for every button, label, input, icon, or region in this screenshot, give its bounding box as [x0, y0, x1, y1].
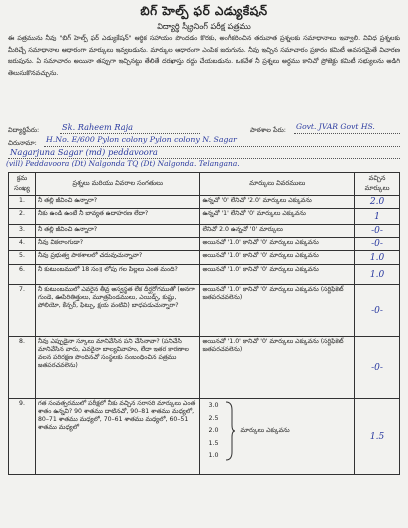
address-line-3[interactable]: (vill) Peddavoora (Dt) Nalgonda TQ (Dt) Nalgonda. Telangana. — [6, 159, 240, 168]
table-row — [9, 238, 400, 251]
row-marks-rule: అయినచో '1.0' కానిచో '0' మార్కులు ఎక్కువను (సర్టిఫికెట్ జతపరచవలెను) — [200, 337, 355, 399]
school-name-line — [294, 133, 400, 134]
row-marks-rule: ఉన్నచో '0' లేనిచో '2.0' మార్కులు ఎక్కువను — [200, 196, 355, 209]
address-line-2[interactable]: Nagarjuna Sagar (md) peddavoora — [10, 147, 158, 157]
row-question: నీ తల్లి జీవించి ఉన్నారా? — [35, 225, 199, 238]
row-score[interactable]: -0- — [371, 239, 383, 249]
row-question: నీకు ఉండి ఉంటే నీ బావ్యత ఉదాహరణ లేదా? — [35, 209, 199, 225]
header-score: వచ్చిన మార్కులు — [355, 173, 400, 196]
curly-brace-icon — [224, 400, 236, 462]
table-row — [9, 251, 400, 265]
row-score[interactable]: 2.0 — [369, 197, 385, 207]
header-question: ప్రశ్నలు మరియు వివరాల సంగతులు — [35, 173, 199, 196]
scale-value: 2.0 — [208, 427, 219, 435]
row-question: నీవు ఎప్పుడైనా స్కూలు మానివేసిన పని చేసినావా? (పనిచేసి మానివేసిన వారు, ఎవరైనా బాల్యవివాహం, లేదా ఇతర కారణాల వలన పరిరక్షణ పొందినచో సంస్థలకు సంబంధించిన పత్రము జతపరచవలెను) — [35, 337, 199, 399]
row-score[interactable]: 1.0 — [369, 252, 385, 263]
student-name-value[interactable]: Sk. Raheem Raja — [62, 122, 133, 132]
table-row — [9, 209, 400, 225]
student-name-label: విద్యార్థిపేరు: — [8, 126, 40, 134]
row-marks-rule-cell — [200, 399, 355, 475]
header-serial: క్రమ సంఖ్య — [9, 173, 36, 196]
form-title: బిగ్ హెల్ప్ ఫర్ ఎడ్యుకేషన్ — [140, 4, 268, 18]
school-name-label: పాఠశాల పేరు: — [250, 126, 286, 134]
row-number: 1. — [9, 196, 36, 209]
row-marks-rule: అయినచో '1.0' కానిచో '0' మార్కులు ఎక్కువను — [200, 251, 355, 265]
row-question: నీవు ప్రభుత్వ పాఠశాలలో చదువుచున్నావా? — [35, 251, 199, 265]
row-marks-rule: ఉన్నచో '1' లేనిచో '0' మార్కులు ఎక్కువను — [200, 209, 355, 225]
scale-value: 1.5 — [208, 439, 219, 447]
student-name-line — [60, 133, 200, 134]
row-question: నీవు వికలాంగుడా? — [35, 238, 199, 251]
row-score[interactable]: -0- — [371, 362, 383, 373]
scale-value: 1.0 — [208, 452, 219, 460]
row-marks-rule: లేనిచో 2.0 ఉన్నచో '0' మార్కులు — [200, 225, 355, 238]
row-number: 5. — [9, 251, 36, 265]
school-name-value[interactable]: Govt. JVAR Govt HS. — [296, 122, 375, 131]
score-scale — [202, 400, 218, 463]
row-question: గత సంవత్సరములో పరీక్షలో నీకు వచ్చిన సరాసరి మార్కులు ఎంత శాతం ఉన్నవి? 90 శాతము దాటినచో, 90–81 శాతము మధ్యలో, 80–71 శాతము మధ్యలో, 70–61 శాతము మధ్యలో, 60–51 శాతము మధ్యలో — [35, 399, 199, 475]
row-number: 8. — [9, 337, 36, 399]
table-row — [9, 225, 400, 238]
row-number: 7. — [9, 285, 36, 337]
screening-table — [8, 172, 400, 475]
header-marks-rule: మార్కులు వివరములు — [200, 173, 355, 196]
row-score[interactable]: 1 — [374, 211, 380, 222]
table-row — [9, 285, 400, 337]
row-marks-rule: మార్కులు ఎక్కువను — [240, 427, 290, 435]
row-number: 6. — [9, 265, 36, 285]
row-score[interactable]: -0- — [371, 226, 383, 236]
row-number: 2. — [9, 209, 36, 225]
scale-value: 2.5 — [208, 414, 219, 422]
row-number: 3. — [9, 225, 36, 238]
row-score[interactable]: 1.5 — [369, 431, 385, 442]
row-marks-rule: అయినచో '1.0' కానిచో '0' మార్కులు ఎక్కువను (సర్టిఫికెట్ జతపరచవలెను) — [200, 285, 355, 337]
scale-value: 3.0 — [208, 402, 219, 409]
table-row — [9, 337, 400, 399]
table-row — [9, 265, 400, 285]
row-marks-rule: అయినచో '1.0' కానిచో '0' మార్కులు ఎక్కువను — [200, 238, 355, 251]
table-row — [9, 196, 400, 209]
row-question: నీ తల్లి జీవించి ఉన్నారా? — [35, 196, 199, 209]
row-marks-rule: అయినచో '1.0' కానిచో '0' మార్కులు ఎక్కువను — [200, 265, 355, 285]
table-header-row — [9, 173, 400, 196]
address-line-1[interactable]: H.No. E/600 Pylon colony Pylon colony N. Sagar — [46, 135, 237, 144]
row-score[interactable]: 1.0 — [369, 269, 385, 280]
table-row — [9, 399, 400, 475]
row-question: నీ కుటుంబములో 18 సం॥ లోపు గల పిల్లలు ఎంత మంది? — [35, 265, 199, 285]
row-number: 9. — [9, 399, 36, 475]
row-number: 4. — [9, 238, 36, 251]
intro-paragraph: ఈ పత్రమును నీవు "బిగ్ హెల్ప్ ఫర్ ఎడ్యుకేషన్" ఆర్థిక సహాయం పొందడం కొరకు, అంగీకరించిన తరువాత ప్రశ్నలకు సమాధానాలు ఇవ్వాలి. వివిధ ప్రశ్నలకు మీరిచ్చే సమాధానాల ఆధారంగా మార్కులు ఇవ్వబడును. మార్కుల ఆధారంగా ఎంపిక జరుగును. నీవు ఇచ్చిన సమాచారం ప్రకారం కమిటీ అవసరమైతే విచారణ జరుపును. ఏ సమాచారం అయినా తప్పుగా ఇచ్చినట్టు తేలితే దరఖాస్తు రద్దు చేయబడును. ఒకవేళ నీ ప్రశ్నలు అర్థము కానిచో ప్రోజెక్టు కమిటీ సభ్యులను అడిగి తెలుసుకొనవచ్చును. — [8, 34, 400, 77]
row-question: నీ కుటుంబములో ఎవరైన తీవ్ర అస్వస్థత లేక దీర్ఘరోగముతో (అనగా గుండె, ఊపిరితిత్తులు, మూత్రపిండములు, ఎయిడ్స్, కుష్టు, పోలియో, కేన్సర్, ఫిట్సు, క్షయ వంటివి) బాధపడుచున్నారా? — [35, 285, 199, 337]
address-label: చిరునామా: — [8, 139, 37, 147]
row-score[interactable]: -0- — [371, 305, 383, 316]
form-subtitle: విద్యార్థి స్క్రీనింగ్ పరీక్ష పత్రము — [157, 22, 251, 31]
